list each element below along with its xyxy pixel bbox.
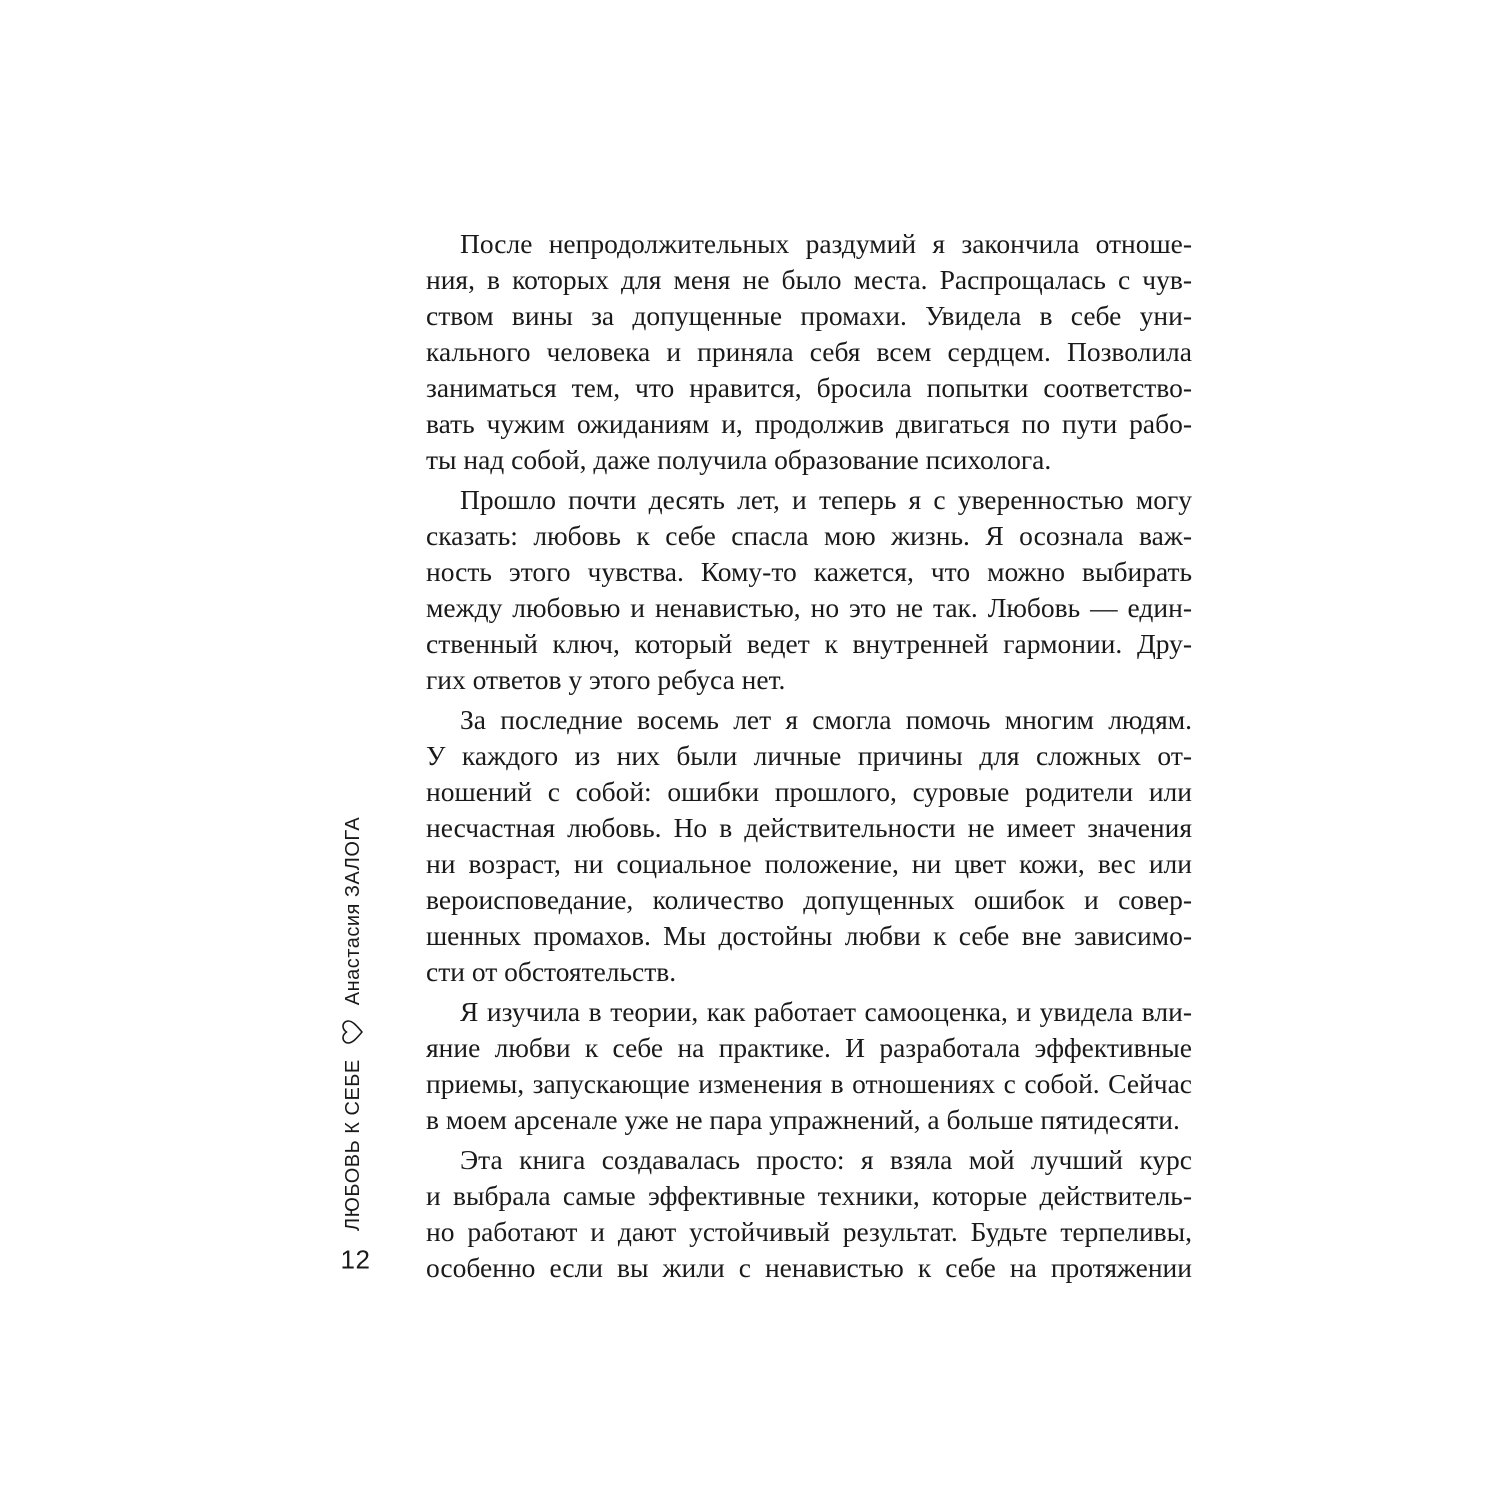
text-line: между любовью и ненавистью, но это не так. Любовь — един- [426,592,1192,623]
page-number: 12 [340,1244,370,1275]
text-line: шенных промахов. Мы достойны любви к себе вне зависимо- [426,920,1192,951]
text-line: кального человека и приняла себя всем сердцем. Позволила [426,336,1192,367]
text-line: Прошло почти десять лет, и теперь я с уверенностью могу [460,484,1192,515]
text-line: После непродолжительных раздумий я закончила отноше- [460,228,1192,259]
text-line: За последние восемь лет я смогла помочь многим людям. [460,704,1192,735]
running-head [333,803,373,1273]
text-line: гих ответов у этого ребуса нет. [426,664,786,695]
text-line: особенно если вы жили с ненавистью к себе на протяжении [426,1252,1192,1283]
text-line: Я изучила в теории, как работает самооценка, и увидела вли- [460,996,1192,1027]
heart-outline-icon [341,1019,365,1045]
text-line: яние любви к себе на практике. И разработала эффективные [426,1032,1192,1063]
text-line: ты над собой, даже получила образование психолога. [426,444,1052,475]
text-line: ния, в которых для меня не было места. Распрощалась с чув- [426,264,1192,295]
text-line: ношений с собой: ошибки прошлого, суровые родители или [426,776,1192,807]
text-line: вероисповедание, количество допущенных ошибок и совер- [426,884,1192,915]
text-line: ность этого чувства. Кому-то кажется, что можно выбирать [426,556,1192,587]
text-line: но работают и дают устойчивый результат. Будьте терпеливы, [426,1216,1192,1247]
text-line: приемы, запускающие изменения в отношениях с собой. Сейчас [426,1068,1192,1099]
text-line: У каждого из них были личные причины для сложных от- [426,740,1192,771]
text-line: Эта книга создавалась просто: я взяла мой лучший курс [460,1144,1192,1175]
book-title: ЛЮБОВЬ К СЕБЕ [341,1059,364,1231]
text-line: вать чужим ожиданиям и, продолжив двигаться по пути рабо- [426,408,1192,439]
text-line: ственный ключ, который ведет к внутренней гармонии. Дру- [426,628,1192,659]
text-line: сти от обстоятельств. [426,956,677,987]
text-line: в моем арсенале уже не пара упражнений, а больше пятидесяти. [426,1104,1180,1135]
text-line: заниматься тем, что нравится, бросила попытки соответство- [426,372,1192,403]
author-name: Анастасия ЗАЛОГА [341,816,364,1006]
text-line: и выбрала самые эффективные техники, которые действитель- [426,1180,1192,1211]
text-line: ством вины за допущенные промахи. Увидела в себе уни- [426,300,1192,331]
body-text [426,226,1192,1286]
text-line: ни возраст, ни социальное положение, ни цвет кожи, вес или [426,848,1192,879]
text-line: сказать: любовь к себе спасла мою жизнь. Я осознала важ- [426,520,1192,551]
text-line: несчастная любовь. Но в действительности не имеет значения [426,812,1192,843]
